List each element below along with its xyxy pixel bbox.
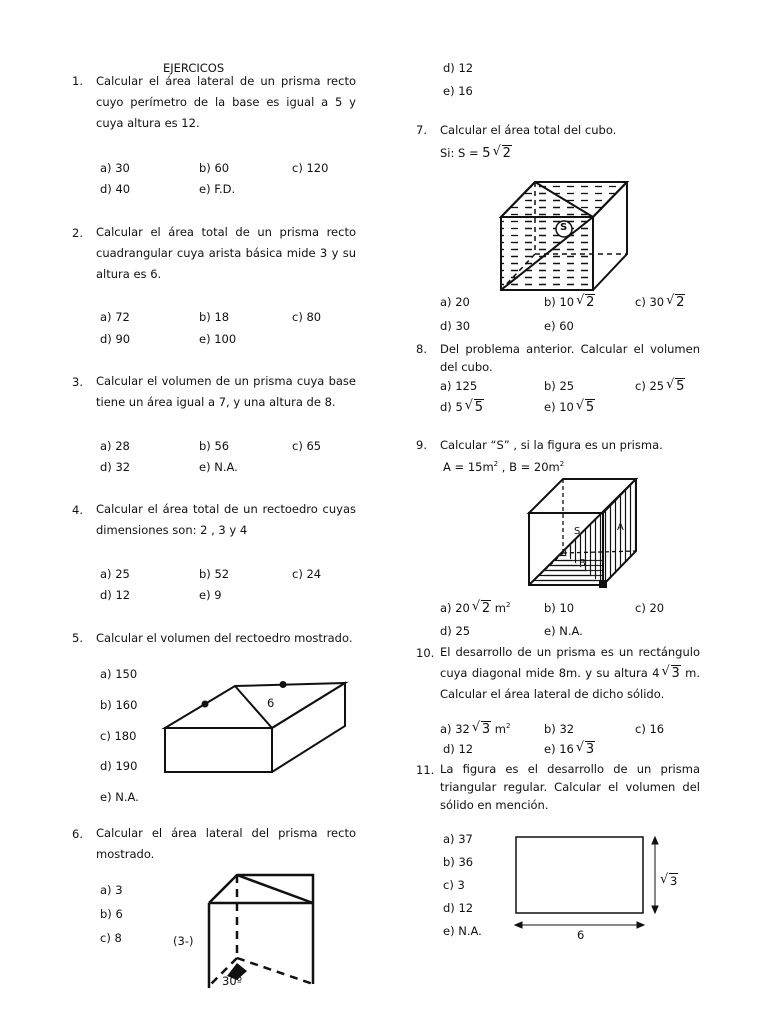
q9-option-a-radical xyxy=(472,601,491,616)
sqrt-icon: √ xyxy=(666,293,675,308)
q5-option-c: c) 180 xyxy=(100,729,137,743)
q6-text: Calcular el área lateral del prisma recto mostrado. xyxy=(96,826,356,861)
sqrt-icon: √ xyxy=(661,664,670,679)
q7-option-d: d) 30 xyxy=(440,319,471,333)
q8-number: 8. xyxy=(416,342,427,356)
q10-option-e-prefix: e) 16 xyxy=(544,742,574,756)
q4-option-d: d) 12 xyxy=(100,588,131,602)
q10-option-a-radical xyxy=(472,722,491,737)
q10-text-part1: El desarrollo de un prisma es un rectángulo cuya diagonal mide 8m. y su altura 4 xyxy=(440,645,700,680)
q11-height-label xyxy=(658,874,678,888)
q10-text-radical xyxy=(662,663,681,684)
q3-option-d: d) 32 xyxy=(100,460,131,474)
q8-option-c-radicand: 5 xyxy=(676,379,685,394)
q9-given-a-exp: 2 xyxy=(493,460,499,469)
q8-option-a: a) 125 xyxy=(440,379,478,393)
q5-option-b: b) 160 xyxy=(100,698,138,712)
q1-option-c: c) 120 xyxy=(292,161,329,175)
q8-option-e xyxy=(544,400,595,415)
q2-option-b: b) 18 xyxy=(199,310,230,324)
q4-option-a: a) 25 xyxy=(100,567,130,581)
q6-option-b: b) 6 xyxy=(100,907,123,921)
q7-option-e: e) 60 xyxy=(544,319,574,333)
q9-label-a: A xyxy=(617,522,624,533)
q9-number: 9. xyxy=(416,438,427,452)
q11-option-a: a) 37 xyxy=(443,832,473,846)
q2-option-c: c) 80 xyxy=(292,310,322,324)
q6-angle-label: 30º xyxy=(222,974,243,988)
q7-given-coef: 5 xyxy=(482,146,491,161)
q10-number: 10. xyxy=(416,646,435,660)
q7-option-c-radical xyxy=(666,295,685,310)
q7-option-b-prefix: b) 10 xyxy=(544,295,575,309)
q10-text xyxy=(440,642,700,705)
q11-number: 11. xyxy=(416,763,435,777)
q3-option-e: e) N.A. xyxy=(199,460,238,474)
q9-option-c: c) 20 xyxy=(635,601,665,615)
q5-option-e: e) N.A. xyxy=(100,790,139,804)
q7-option-b-radicand: 2 xyxy=(586,295,595,310)
q4-number: 4. xyxy=(72,503,83,517)
q6-option-a: a) 3 xyxy=(100,883,123,897)
sqrt-icon: √ xyxy=(575,398,585,413)
q10-option-a: a) 32 √ 3 $m^2$ xyxy=(440,720,511,737)
q6-option-c: c) 8 xyxy=(100,931,122,945)
page-title: EJERCICOS xyxy=(163,61,225,75)
q1-text: Calcular el área lateral de un prisma recto cuyo perímetro de la base es igual a 5 y cuya altura es 12. xyxy=(96,74,356,130)
sqrt-icon: √ xyxy=(575,740,585,755)
q7-given xyxy=(440,146,512,161)
q6-option-e: e) 16 xyxy=(443,84,473,98)
q9-prism-figure xyxy=(523,473,643,591)
q8-text: Del problema anterior. Calcular el volumen del cubo. xyxy=(440,342,700,374)
sqrt-icon: √ xyxy=(660,872,669,887)
q9-option-a xyxy=(440,601,510,616)
q10-option-b: b) 32 xyxy=(544,722,575,736)
q5-box-figure xyxy=(160,680,350,780)
q11-height-radicand: 3 xyxy=(670,874,678,888)
q4-option-e: e) 9 xyxy=(199,588,222,602)
q9-option-a-radicand: 2 xyxy=(481,601,491,616)
q2-option-a: a) 72 xyxy=(100,310,130,324)
q5-figure-label: 6 xyxy=(267,696,275,710)
q7-option-b-radical xyxy=(576,295,595,310)
q10-option-a-unit: m xyxy=(494,722,506,736)
q6-side-label: (3-) xyxy=(173,934,194,948)
q2-text: Calcular el área total de un prisma recto cuadrangular cuya arista básica mide 3 y su altura es 6. xyxy=(96,225,356,281)
q7-option-c xyxy=(635,295,685,310)
q9-label-b: B xyxy=(579,558,586,569)
sqrt-icon: √ xyxy=(471,599,481,614)
sqrt-icon: √ xyxy=(471,720,481,735)
q9-option-d: d) 25 xyxy=(440,624,471,638)
q9-given-b: , B = 20m xyxy=(498,460,560,474)
q5-option-d: d) 190 xyxy=(100,759,138,773)
q9-option-a-exp: 2 xyxy=(505,601,511,610)
q8-option-e-prefix: e) 10 xyxy=(544,400,574,414)
q2-number: 2. xyxy=(72,226,83,240)
q11-height-radical xyxy=(660,874,678,888)
q10-option-d: d) 12 xyxy=(443,742,474,756)
q7-text: Calcular el área total del cubo. xyxy=(440,123,617,137)
q4-option-b: b) 52 xyxy=(199,567,230,581)
sqrt-icon: √ xyxy=(464,398,474,413)
q3-text: Calcular el volumen de un prisma cuya base tiene un área igual a 7, y una altura de 8. xyxy=(96,374,356,409)
sqrt-icon: √ xyxy=(666,377,675,392)
q11-option-b: b) 36 xyxy=(443,855,474,869)
q3-option-c: c) 65 xyxy=(292,439,322,453)
q8-option-b: b) 25 xyxy=(544,379,575,393)
q11-option-c: c) 3 xyxy=(443,878,465,892)
q9-text: Calcular “S” , si la figura es un prisma. xyxy=(440,438,663,452)
q6-option-d: d) 12 xyxy=(443,61,474,75)
q7-option-a: a) 20 xyxy=(440,295,470,309)
q6-prism-figure xyxy=(203,870,323,990)
q11-width-label: 6 xyxy=(577,928,585,942)
q9-option-e: e) N.A. xyxy=(544,624,583,638)
q1-option-e: e) F.D. xyxy=(199,182,236,196)
q8-option-d-radical xyxy=(465,400,484,415)
q8-option-d xyxy=(440,400,484,415)
q10-text-radicand: 3 xyxy=(671,666,680,681)
q6-number: 6. xyxy=(72,827,83,841)
q9-option-a-prefix: a) 20 xyxy=(440,601,470,615)
q1-option-d: d) 40 xyxy=(100,182,131,196)
q8-option-c-radical xyxy=(666,379,685,394)
q5-number: 5. xyxy=(72,631,83,645)
q8-option-e-radical xyxy=(576,400,595,415)
q4-option-c: c) 24 xyxy=(292,567,322,581)
q11-rectangle-figure xyxy=(510,832,670,942)
q8-option-d-prefix: d) 5 xyxy=(440,400,463,414)
q11-option-d: d) 12 xyxy=(443,901,474,915)
q9-given-b-exp: 2 xyxy=(559,460,565,469)
q4-text: Calcular el área total de un rectoedro cuyas dimensiones son: 2 , 3 y 4 xyxy=(96,502,356,537)
q7-number: 7. xyxy=(416,123,427,137)
q10-option-e-radical xyxy=(576,742,595,757)
q7-given-radicand: 2 xyxy=(502,146,511,161)
q10-text-part2: m. Calcular el área lateral de dicho sólido. xyxy=(440,666,700,701)
q7-cube-figure xyxy=(495,176,635,294)
q9-given xyxy=(443,460,564,474)
q9-given-a: A = 15m xyxy=(443,460,494,474)
q10-option-c: c) 16 xyxy=(635,722,665,736)
q8-option-e-radicand: 5 xyxy=(585,400,595,415)
q2-option-d: d) 90 xyxy=(100,332,131,346)
q3-number: 3. xyxy=(72,375,83,389)
q8-option-c xyxy=(635,379,685,394)
q10-option-e-radicand: 3 xyxy=(585,742,595,757)
q10-option-e xyxy=(544,742,595,757)
q3-option-a: a) 28 xyxy=(100,439,130,453)
sqrt-icon: √ xyxy=(492,144,501,159)
q7-option-c-radicand: 2 xyxy=(676,295,685,310)
q7-figure-label: S xyxy=(560,222,568,233)
q11-option-e: e) N.A. xyxy=(443,924,482,938)
q5-option-a: a) 150 xyxy=(100,667,138,681)
q10-option-a-radicand: 3 xyxy=(481,722,491,737)
q9-option-b: b) 10 xyxy=(544,601,575,615)
q8-option-d-radicand: 5 xyxy=(474,400,484,415)
q7-given-radical xyxy=(493,146,512,161)
q11-text: La figura es el desarrollo de un prisma triangular regular. Calcular el volumen del sólido en mención. xyxy=(440,762,700,812)
q1-option-b: b) 60 xyxy=(199,161,230,175)
q5-text: Calcular el volumen del rectoedro mostrado. xyxy=(96,631,353,645)
q1-number: 1. xyxy=(72,74,83,88)
q9-label-s: S xyxy=(574,526,581,537)
q1-option-a: a) 30 xyxy=(100,161,130,175)
q7-option-b xyxy=(544,295,595,310)
q8-option-c-prefix: c) 25 xyxy=(635,379,665,393)
q7-given-prefix: Si: S = xyxy=(440,146,479,160)
q10-option-a-prefix: a) 32 xyxy=(440,722,470,736)
q3-option-b: b) 56 xyxy=(199,439,230,453)
q7-option-c-prefix: c) 30 xyxy=(635,295,665,309)
sqrt-icon: √ xyxy=(576,293,585,308)
q9-option-a-unit: m xyxy=(494,601,506,615)
q2-option-e: e) 100 xyxy=(199,332,237,346)
